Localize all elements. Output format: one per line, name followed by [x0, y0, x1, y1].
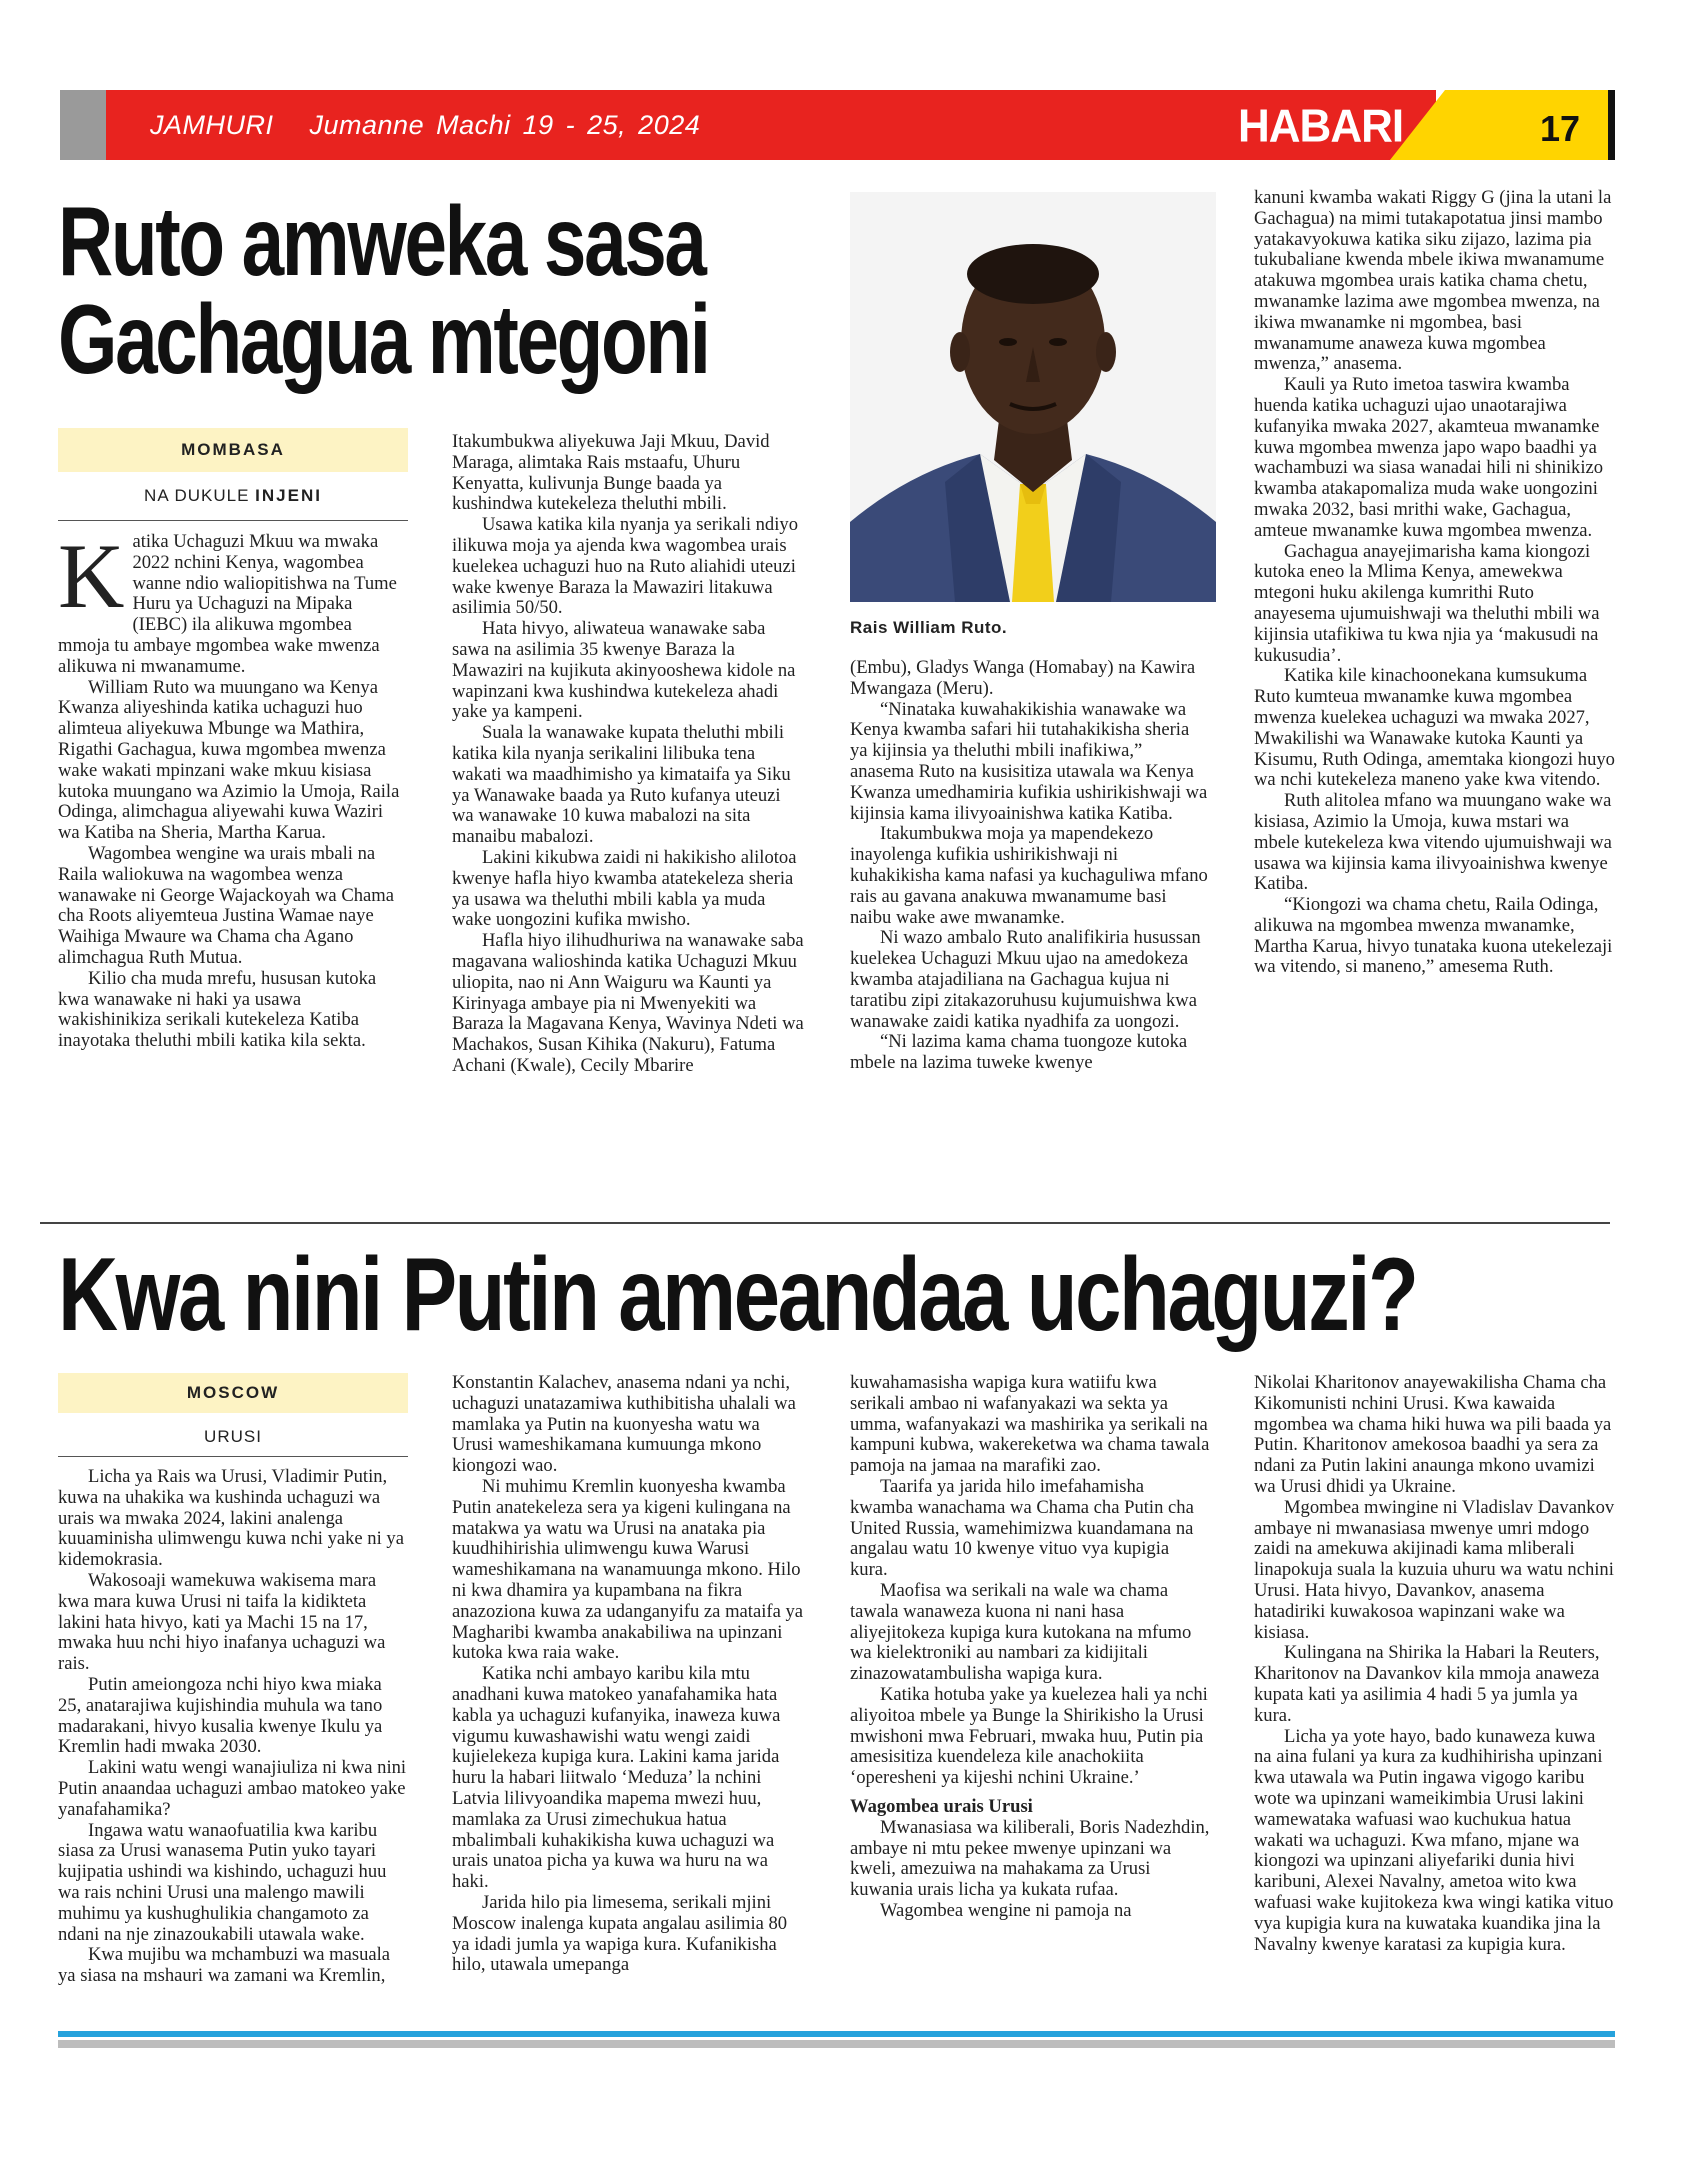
paragraph: Ruth alitolea mfano wa muungano wake wa kisiasa, Azimio la Umoja, kuwa mstari wa mbele kutekeleza kwa vitendo ujumuishwaji wa usawa wa kijinsia kama ilivyoainishwa kwenye Katiba. [1254, 790, 1612, 895]
article2-location: MOSCOW [58, 1373, 408, 1413]
paragraph: “Kiongozi wa chama chetu, Raila Odinga, alikuwa na mgombea mwenza mwanamke, Martha Karua, hivyo tunataka kuona utekelezaji wa vitendo, si maneno,” amesema Ruth. [1254, 894, 1613, 978]
paragraph: Katika nchi ambayo karibu kila mtu anadhani kuwa matokeo yanafahamika hata kabla ya uchaguzi kufanyika, inaweza kuwa vigumu kuwashawishi watu wengi zaidi kujielekeza kupiga kura. Lakini kama jarida huru la habari liitwalo ‘Meduza’ la nchini Latvia lilivyoandika mapema mwezi huu, mamlaka za Urusi zimechukua hatua mbalimbali kuhakikisha kuwa uchaguzi wa urais unatoa picha ya kuwa wa huru na wa haki. [452, 1663, 781, 1893]
paragraph: Katika Uchaguzi Mkuu wa mwaka 2022 nchini Kenya, wagombea wanne ndio waliopitishwa na Tume Huru ya Uchaguzi na Mipaka (IEBC) ila alikuwa mgombea mmoja tu ambaye mgombea wake mwenza alikuwa ni mwanamume. [58, 525, 397, 677]
paragraph: Maofisa wa serikali na wale wa chama tawala wanaweza kuona ni nani hasa aliyejitokeza kupiga kura kutokana na mfumo wa kielektroniki au nambari za kidijitali zinazowatambulisha wapiga kura. [850, 1579, 1192, 1685]
paragraph: Wakosoaji wamekuwa wakisema mara kwa mara kuwa Urusi ni taifa la kidikteta lakini hata hivyo, kati ya Machi 15 na 17, mwaka huu nchi hiyo inafanya uchaguzi wa rais. [58, 1569, 386, 1675]
article1-column-2 [452, 432, 804, 1077]
article2-byline: URUSI [204, 1427, 262, 1446]
article2-column-1 [58, 1467, 408, 1987]
footer-grey-rule [58, 2040, 1615, 2048]
paragraph: Nikolai Kharitonov anayewakilisha Chama cha Kikomunisti nchini Urusi. Kwa kawaida mgombea wa chama hiki huwa wa pili baada ya Putin. Kharitonov amekosoa baadhi ya sera za ndani za Putin lakini anaunga mkono uvamizi wa Urusi dhidi ya Ukraine. [1254, 1372, 1612, 1497]
paragraph: Jarida hilo pia limesema, serikali mjini Moscow inalenga kupata angalau asilimia 80 ya idadi jumla ya wapiga kura. Kufanikisha hilo, utawala umepanga [452, 1891, 788, 1976]
article1-column-4 [1254, 188, 1616, 978]
byline-rule [58, 520, 408, 521]
article1-location: MOMBASA [58, 428, 408, 472]
paragraph: Licha ya Rais wa Urusi, Vladimir Putin, kuwa na uhakika wa kushinda uchaguzi wa urais wa mwaka 2024, lakini analenga kuuaminisha ulimwengu kuwa nchi yake ni ya kidemokrasia. [58, 1466, 404, 1571]
drop-cap: K [58, 525, 125, 627]
paragraph: Itakumbukwa moja ya mapendekezo inayolenga kufikia ushirikishwaji ni kuhakikisha kama nafasi ya kuchaguliwa mfano rais au gavana anakuwa mwanamume basi naibu wake awe mwanamke. [850, 823, 1208, 928]
article2-column-3 [850, 1373, 1210, 1922]
article1-column-1 [58, 525, 408, 1052]
paragraph: “Ninataka kuwahakikishia wanawake wa Kenya kwamba safari hii tutahakikisha sheria ya kijinsia ya theluthi mbili inafikiwa,” anasema Ruto na kusisitiza utawala wa Kenya Kwanza umedhamiria kufikia ushirikishwaji wa kijinsia kama ilivyoainishwa katika Katiba. [850, 698, 1208, 824]
header-black-bar [1608, 90, 1615, 160]
paragraph: kanuni kwamba wakati Riggy G (jina la utani la Gachagua) na mimi tutakapotatua jinsi mambo yatakavyokuwa katika siku zijazo, lazima pia tukubaliane kwenda mbele ikiwa mwanamume atakuwa mgombea urais katika chama chetu, mwanamke lazima awe mgombea mwenza, na ikiwa mwanamke ni mgombea, basi mwanamume anaweza kuwa mgombea mwenza,” anasema. [1254, 187, 1612, 375]
header-grey-block [60, 90, 106, 160]
subheading: Wagombea urais Urusi [850, 1795, 1033, 1817]
article-separator [40, 1222, 1610, 1224]
paragraph: (Embu), Gladys Wanga (Homabay) na Kawira Mwangaza (Meru). [850, 657, 1196, 699]
article1-column-3 [850, 658, 1210, 1074]
paragraph: Taarifa ya jarida hilo imefahamisha kwamba wanachama wa Chama cha Putin cha United Russia, wamehimizwa kuandamana na angalau watu 10 kwenye vituo vya kupigia kura. [850, 1475, 1194, 1581]
header-paper-date [150, 110, 700, 141]
paragraph: Lakini kikubwa zaidi ni hakikisho alilotoa kwenye hafla hiyo kwamba atatekeleza sheria ya usawa wa theluthi mbili kabla ya muda wake uongozini kufika mwisho. [452, 846, 797, 931]
page-number: 17 [1540, 108, 1581, 149]
paragraph: Kwa mujibu wa mchambuzi wa masuala ya siasa na mshauri wa zamani wa Kremlin, [58, 1944, 391, 1987]
headline-line-2: Gachagua mtegoni [58, 284, 709, 394]
paragraph: Putin ameiongoza nchi hiyo kwa miaka 25, anatarajiwa kujishindia muhula wa tano madarakani, hivyo kusalia kwenye Ikulu ya Kremlin hadi mwaka 2030. [58, 1673, 383, 1758]
footer-blue-rule [58, 2031, 1615, 2037]
article2-column-2 [452, 1373, 804, 1976]
paragraph: Usawa katika kila nyanja ya serikali ndiyo ilikuwa moja ya ajenda kwa wagombea urais kuelekea uchaguzi huo na Ruto aliahidi uteuzi wake kwenye Baraza la Mawaziri litakuwa asilimia 50/50. [452, 514, 798, 619]
paragraph: Kulingana na Shirika la Habari la Reuters, Kharitonov na Davankov kila mmoja anaweza kupata kati ya asilimia 4 hadi 5 ya jumla ya kura. [1254, 1642, 1600, 1726]
headline-line-1: Ruto amweka sasa [58, 186, 705, 296]
paragraph: Kauli ya Ruto imetoa taswira kwamba huenda katika uchaguzi ujao unaotarajiwa kufanyika mwaka 2027, akamteua mwanamke kuwa mgombea mwenza japo wapo baadhi ya wachambuzi wa siasa wanadai hili ni shinikizo kwamba atakapomaliza muda wake uongozini mwaka 2032, basi mrithi wake, Gachagua, amteue mwanamke kuwa mgombea mwenza. [1254, 374, 1604, 541]
paragraph: Itakumbukwa aliyekuwa Jaji Mkuu, David Maraga, alimtaka Rais mstaafu, Uhuru Kenyatta, kulivunja Bunge baada ya kushindwa kutekeleza theluthi mbili. [452, 431, 770, 515]
paragraph: Katika kile kinachoonekana kumsukuma Ruto kumteua mwanamke kuwa mgombea mwenza kuelekea uchaguzi wa mwaka 2027, Mwakilishi wa Wanawake kutoka Kaunti ya Kisumu, Ruth Odinga, amemtaka kiongozi huyo wa nchi kutekeleza maneno yake kwa vitendo. [1254, 665, 1615, 791]
byline-name: INJENI [255, 486, 322, 505]
ruto-photo [850, 192, 1216, 602]
paragraph: Konstantin Kalachev, anasema ndani ya nchi, uchaguzi unatazamiwa kuthibitisha uhalali wa mamlaka ya Putin na kuonyesha watu wa Urusi wameshikamana kumuunga mkono kiongozi wao. [452, 1372, 796, 1477]
byline-prefix: NA DUKULE [144, 486, 250, 505]
issue-date: Jumanne Machi 19 - 25, 2024 [309, 110, 701, 140]
paper-name: JAMHURI [150, 110, 274, 140]
article2-column-4 [1254, 1373, 1616, 1955]
paragraph: Kilio cha muda mrefu, hususan kutoka kwa wanawake ni haki ya usawa wakishinikiza serikali kutekeleza Katiba inayotaka theluthi mbili katika kila sekta. [58, 967, 377, 1052]
photo-caption: Rais William Ruto. [850, 618, 1008, 637]
paragraph: Lakini watu wengi wanajiuliza ni kwa nini Putin anaandaa uchaguzi ambao matokeo yake yanafahamika? [58, 1757, 407, 1820]
paragraph: Katika hotuba yake ya kuelezea hali ya nchi aliyoitoa mbele ya Bunge la Shirikisho la Urusi mwishoni mwa Februari, mwaka huu, Putin pia amesisitiza kuendeleza kile anachokiita ‘operesheni ya kijeshi nchini Ukraine.’ [850, 1683, 1208, 1789]
paragraph: Ingawa watu wanaofuatilia kwa karibu siasa za Urusi wanasema Putin yuko tayari kujipatia ushindi wa kishindo, uchaguzi huu wa rais nchini Urusi una malengo mawili muhimu ya kushughulikia changamoto za ndani na nje zinazoukabili utawala wake. [58, 1819, 387, 1945]
paragraph: Wagombea wengine ni pamoja na [880, 1899, 1132, 1921]
portrait-illustration [850, 192, 1216, 602]
paragraph: kuwahamasisha wapiga kura watiifu kwa serikali ambao ni wafanyakazi wa sekta ya umma, wafanyakazi wa mashirika ya serikali na kampuni kubwa, wakereketwa wa chama tawala pamoja na jamaa na marafiki zao. [850, 1372, 1210, 1477]
paragraph: Ni wazo ambalo Ruto analifikiria husussan kuelekea Uchaguzi Mkuu ujao na amedokeza kwamba atajadiliana na Gachagua kujua ni taratibu zipi zitakazoruhusu kujumuishwa kwa wanawake zaidi katika nyadhifa za uongozi. [850, 927, 1201, 1032]
paragraph: Suala la wanawake kupata theluthi mbili katika kila nyanja serikalini lilibuka tena wakati wa maadhimisho ya kimataifa ya Siku ya Wanawake baada ya Ruto kufanya uteuzi wa wanawake 10 kuwa mabalozi na sita manaibu mabalozi. [452, 722, 791, 848]
article2-headline: Kwa nini Putin ameandaa uchaguzi? [58, 1237, 1417, 1353]
paragraph: Ni muhimu Kremlin kuonyesha kwamba Putin anatekeleza sera ya kigeni kulingana na matakwa ya watu wa Urusi na anataka pia kuudhihirishia ulimwengu kuwa Warusi wameshikamana na wanamuunga mkono. Hilo ni kwa dhamira ya kupambana na fikra anazoziona kuwa za udanganyifu za mataifa ya Magharibi kwamba anakabiliwa na upinzani kutoka kwa raia wake. [452, 1475, 804, 1664]
byline-rule [58, 1456, 408, 1457]
paragraph: Hafla hiyo ilihudhuriwa na wanawake saba magavana walioshinda katika Uchaguzi Mkuu uliopita, nao ni Ann Waiguru wa Kaunti ya Kirinyaga ambaye pia ni Mwenyekiti wa Baraza la Magavana Kenya, Wavinya Ndeti wa Machakos, Susan Kihika (Nakuru), Fatuma Achani (Kwale), Cecily Mbarire [452, 930, 804, 1076]
article1-headline [58, 186, 838, 394]
paragraph: William Ruto wa muungano wa Kenya Kwanza aliyeshinda katika uchaguzi huo alimteua aliyekuwa Mbunge wa Mathira, Rigathi Gachagua, kuwa mgombea mwenza wake wakati mpinzani wake mkuu kisiasa kutoka muungano wa Azimio la Umoja, Raila Odinga, alimchagua aliyewahi kuwa Waziri wa Katiba na Sheria, Martha Karua. [58, 676, 400, 844]
paragraph: Hata hivyo, aliwateua wanawake saba sawa na asilimia 35 kwenye Baraza la Mawaziri na kujikuta akinyooshewa kidole na wapinzani kwa kushindwa kutekeleza ahadi yake ya kampeni. [452, 618, 796, 723]
paragraph: “Ni lazima kama chama tuongoze kutoka mbele na lazima tuweke kwenye [850, 1031, 1188, 1074]
paragraph: Gachagua anayejimarisha kama kiongozi kutoka eneo la Mlima Kenya, amewekwa mtegoni huku akilenga kumrithi Ruto anayesema ujumuishwaji wa theluthi mbili wa kijinsia utafikiwa tu kwa njia ya ‘makusudi na kukusudia’. [1254, 540, 1600, 666]
paragraph: Wagombea wengine wa urais mbali na Raila waliokuwa na wagombea wenza wanawake ni George Wajackoyah wa Chama cha Roots aliyemteua Justina Wamae naye Waihiga Mwaure wa Chama cha Agano alimchagua Ruth Mutua. [58, 842, 394, 968]
paragraph: Mwanasiasa wa kiliberali, Boris Nadezhdin, ambaye ni mtu pekee mwenye upinzani wa kweli, amezuiwa na mahakama za Urusi kuwania urais licha ya kukata rufaa. [850, 1816, 1210, 1901]
section-label: HABARI [1238, 100, 1404, 153]
paragraph: Mgombea mwingine ni Vladislav Davankov ambaye ni mwanasiasa mwenye umri mdogo zaidi na amekuwa akijinadi kama mliberali linapokuja suala la kuzuia uhuru wa watu nchini Urusi. Hata hivyo, Davankov, anasema hatadiriki kuwakosoa wapinzani wake wa kisiasa. [1254, 1496, 1615, 1643]
article1-byline [58, 486, 408, 506]
paragraph: Licha ya yote hayo, bado kunaweza kuwa na aina fulani ya kura za kudhihirisha upinzani kwa utawala wa Putin ingawa vigogo karibu wote wa upinzani wameikimbia Urusi lakini wamewataka wafuasi wao kuchukua hatua wakati wa uchaguzi. Kwa mfano, mjane wa kiongozi wa upinzani aliyefariki dunia hivi karibuni, Alexei Navalny, ametoa wito kwa wafuasi wake kujitokeza kwa wingi katika vituo vya kupigia kura na kuwataka kuandika jina la Navalny kwenye karatasi za kupigia kura. [1254, 1725, 1614, 1955]
